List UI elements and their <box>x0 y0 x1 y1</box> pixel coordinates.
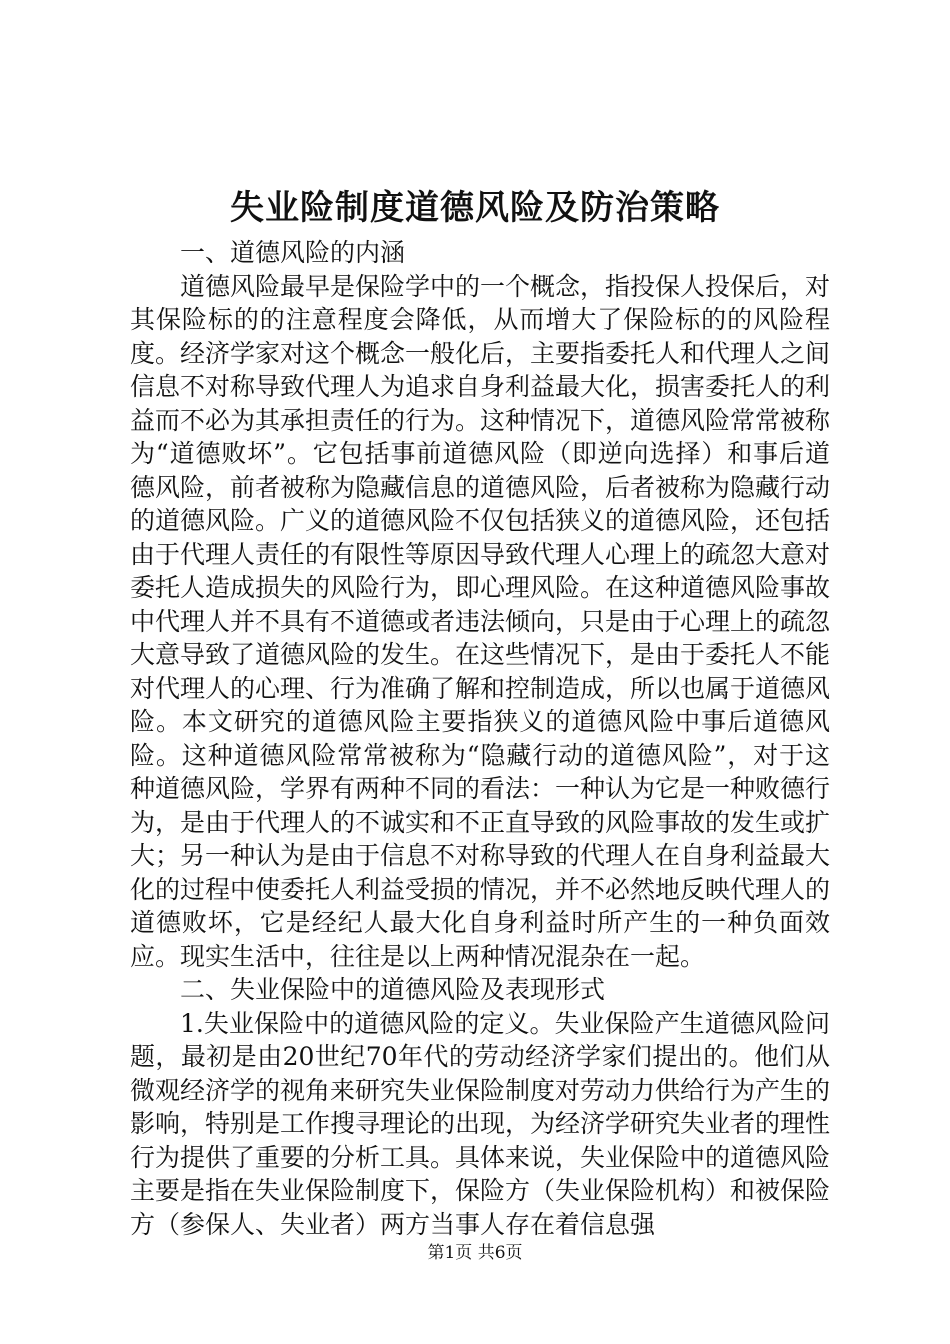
document-title: 失业险制度道德风险及防治策略 <box>230 188 720 228</box>
section-heading-2: 二、失业保险中的道德风险及表现形式 <box>180 975 606 1004</box>
section-paragraph-1: 道德风险最早是保险学中的一个概念，指投保人投保后，对其保险标的的注意程度会降低，从而增大了保险标的的风险程度。经济学家对这个概念一般化后，主要指委托人和代理人之间信息不对称导致代理人为追求自身利益最大化，损害委托人的利益而不必为其承担责任的行为。这种情况下，道德风险常常被称为“道德败坏”。它包括事前道德风险（即逆向选择）和事后道德风险，前者被称为隐藏信息的道德风险，后者被称为隐藏行动的道德风险。广义的道德风险不仅包括狭义的道德风险，还包括由于代理人责任的有限性等原因导致代理人心理上的疏忽大意对委托人造成损失的风险行为，即心理风险。在这种道德风险事故中代理人并不具有不道德或者违法倾向，只是由于心理上的疏忽大意导致了道德风险的发生。在这些情况下，是由于委托人不能对代理人的心理、行为准确了解和控制造成，所以也属于道德风险。本文研究的道德风险主要指狭义的道德风险中事后道德风险。这种道德风险常常被称为“隐藏行动的道德风险”，对于这种道德风险，学界有两种不同的看法：一种认为它是一种败德行为，是由于代理人的不诚实和不正直导致的风险事故的发生或扩大；另一种认为是由于信息不对称导致的代理人在自身利益最大化的过程中使委托人利益受损的情况，并不必然地反映代理人的道德败坏，它是经纪人最大化自身利益时所产生的一种负面效应。现实生活中，往往是以上两种情况混杂在一起。 <box>130 271 831 971</box>
document-body <box>130 236 830 1241</box>
section-heading-1: 一、道德风险的内涵 <box>180 238 406 267</box>
section-paragraph-2: 1.失业保险中的道德风险的定义。失业保险产生道德风险问题，最初是由20世纪70年代的劳动经济学家们提出的。他们从微观经济学的视角来研究失业保险制度对劳动力供给行为产生的影响，特别是工作搜寻理论的出现，为经济学研究失业者的理性行为提供了重要的分析工具。具体来说，失业保险中的道德风险主要是指在失业保险制度下，保险方（失业保险机构）和被保险方（参保人、失业者）两方当事人存在着信息强 <box>130 1008 831 1239</box>
page-footer: 第1页 共6页 <box>427 1243 523 1263</box>
